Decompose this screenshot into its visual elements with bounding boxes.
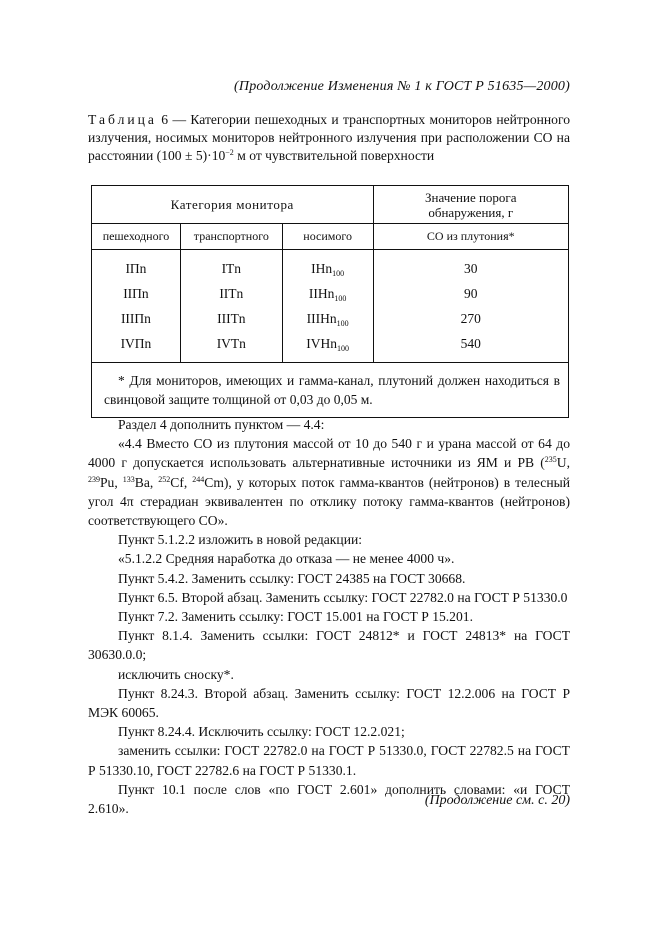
page-footer: (Продолжение см. с. 20) (424, 793, 570, 808)
isotope-element: Pu, (100, 474, 123, 490)
cell-threshold-value: 30 (464, 261, 478, 276)
cell-threshold-value: 270 (460, 311, 481, 326)
wearable-subscript: 100 (334, 294, 347, 303)
header-wearable: носимого (282, 224, 373, 250)
paragraph: Пункт 7.2. Заменить ссылку: ГОСТ 15.001 на ГОСТ Р 15.201. (118, 609, 473, 625)
cell-wearable (283, 331, 373, 356)
wearable-subscript: 100 (336, 319, 349, 328)
paragraph: Пункт 8.24.4. Исключить ссылку: ГОСТ 12.2.021; (118, 724, 405, 740)
paragraph: Пункт 8.1.4. Заменить ссылки: ГОСТ 24812* и ГОСТ 24813* на ГОСТ 30630.0.0; (88, 628, 570, 663)
isotope-mass: 244 (192, 474, 205, 484)
column-transport (180, 250, 282, 363)
cell-transport: IVTn (216, 336, 246, 351)
column-pedestrian (92, 250, 181, 363)
paragraph: Пункт 10.1 после слов «по ГОСТ 2.601» дополнить словами: «и ГОСТ 2.610». (88, 781, 570, 817)
isotope-mass: 133 (122, 474, 135, 484)
paragraph: исключить сноску*. (118, 666, 234, 682)
column-wearable (282, 250, 373, 363)
table-footnote-text: * Для мониторов, имеющих и гамма-канал, плутоний должен находиться в свинцовой защите толщиной от 0,03 до 0,05 м. (104, 373, 560, 407)
caption-tail: м от чувствительной поверхности (233, 148, 435, 163)
paragraph-part: ), у которых поток гамма-квантов (нейтронов) в телесный угол 4π стерадиан эквивалентен по отклику потоку гамма-квантов (нейтронов) соответствующего СО». (88, 474, 571, 529)
caption-exponent: −2 (225, 148, 234, 157)
header-threshold-line2: обнаружения, г (428, 204, 514, 220)
caption-text: 6 — Категории пешеходных и транспортных мониторов нейтронного излучения, носимых мониторов нейтронного излучения при расположении СО на расстоянии (100 ± 5)·10 (88, 112, 570, 163)
wearable-code: IIHn (308, 286, 335, 301)
header-threshold (373, 186, 568, 224)
paragraph: Пункт 5.4.2. Заменить ссылку: ГОСТ 24385 на ГОСТ 30668. (118, 570, 466, 586)
page-header: (Продолжение Изменения № 1 к ГОСТ Р 51635—2000) (234, 79, 570, 94)
header-threshold-line1: Значение порога (425, 189, 517, 205)
header-transport: транспортного (180, 224, 282, 250)
paragraph: «5.1.2.2 Средняя наработка до отказа — не менее 4000 ч». (118, 551, 455, 567)
table-footnote (92, 363, 569, 418)
table-caption (88, 111, 570, 165)
isotope-mass: 239 (88, 474, 100, 484)
paragraph: Пункт 8.24.3. Второй абзац. Заменить ссылку: ГОСТ 12.2.006 на ГОСТ Р МЭК 60065. (88, 685, 570, 721)
cell-pedestrian: IIIПn (120, 311, 151, 326)
cell-pedestrian: IПn (125, 261, 147, 276)
cell-wearable (283, 306, 373, 331)
cell-pedestrian: IVПn (120, 336, 152, 351)
cell-transport: IITn (219, 286, 244, 301)
table-6 (91, 185, 569, 418)
cell-transport: IIITn (217, 311, 246, 326)
cell-threshold-value: 90 (464, 286, 478, 301)
cell-wearable (283, 281, 373, 306)
cell-pedestrian: IIПn (123, 286, 149, 301)
paragraph: Пункт 6.5. Второй абзац. Заменить ссылку: ГОСТ 22782.0 на ГОСТ Р 51330.0 (118, 589, 568, 605)
wearable-code: IIIHn (306, 311, 337, 326)
cell-threshold-value: 540 (460, 336, 481, 351)
paragraph: Пункт 5.1.2.2 изложить в новой редакции: (118, 532, 363, 548)
amendment-text (88, 415, 570, 818)
header-monitor-category: Категория монитора (92, 186, 374, 224)
isotope-element: Cf, (170, 474, 193, 490)
header-pedestrian: пешеходного (92, 224, 181, 250)
paragraph-part: «4.4 Вместо СО из плутония массой от 10 до 540 г и урана массой от 64 до 4000 г допускается использовать альтернативные источники из ЯМ и РВ ( (88, 436, 570, 471)
isotope-element: Cm (204, 474, 224, 490)
paragraph: Раздел 4 дополнить пунктом — 4.4: (118, 417, 325, 432)
caption-label: Таблица (88, 112, 157, 127)
cell-transport: ITn (221, 261, 242, 276)
cell-wearable (283, 256, 373, 281)
wearable-code: IHn (311, 261, 333, 276)
column-threshold-value (373, 250, 568, 363)
isotope-mass: 235 (544, 455, 557, 465)
isotope-element: Ba, (134, 474, 159, 490)
wearable-subscript: 100 (332, 269, 345, 278)
paragraph: заменить ссылки: ГОСТ 22782.0 на ГОСТ Р 51330.0, ГОСТ 22782.5 на ГОСТ Р 51330.10, ГОСТ 22782.6 на ГОСТ Р 51330.1. (88, 743, 570, 778)
isotope-mass: 252 (158, 474, 171, 484)
header-co-plutonium: СО из плутония* (373, 224, 568, 250)
isotope-element: U, (556, 455, 570, 471)
wearable-subscript: 100 (337, 344, 350, 353)
wearable-code: IVHn (306, 336, 338, 351)
paragraph-alternative-sources (88, 434, 570, 530)
